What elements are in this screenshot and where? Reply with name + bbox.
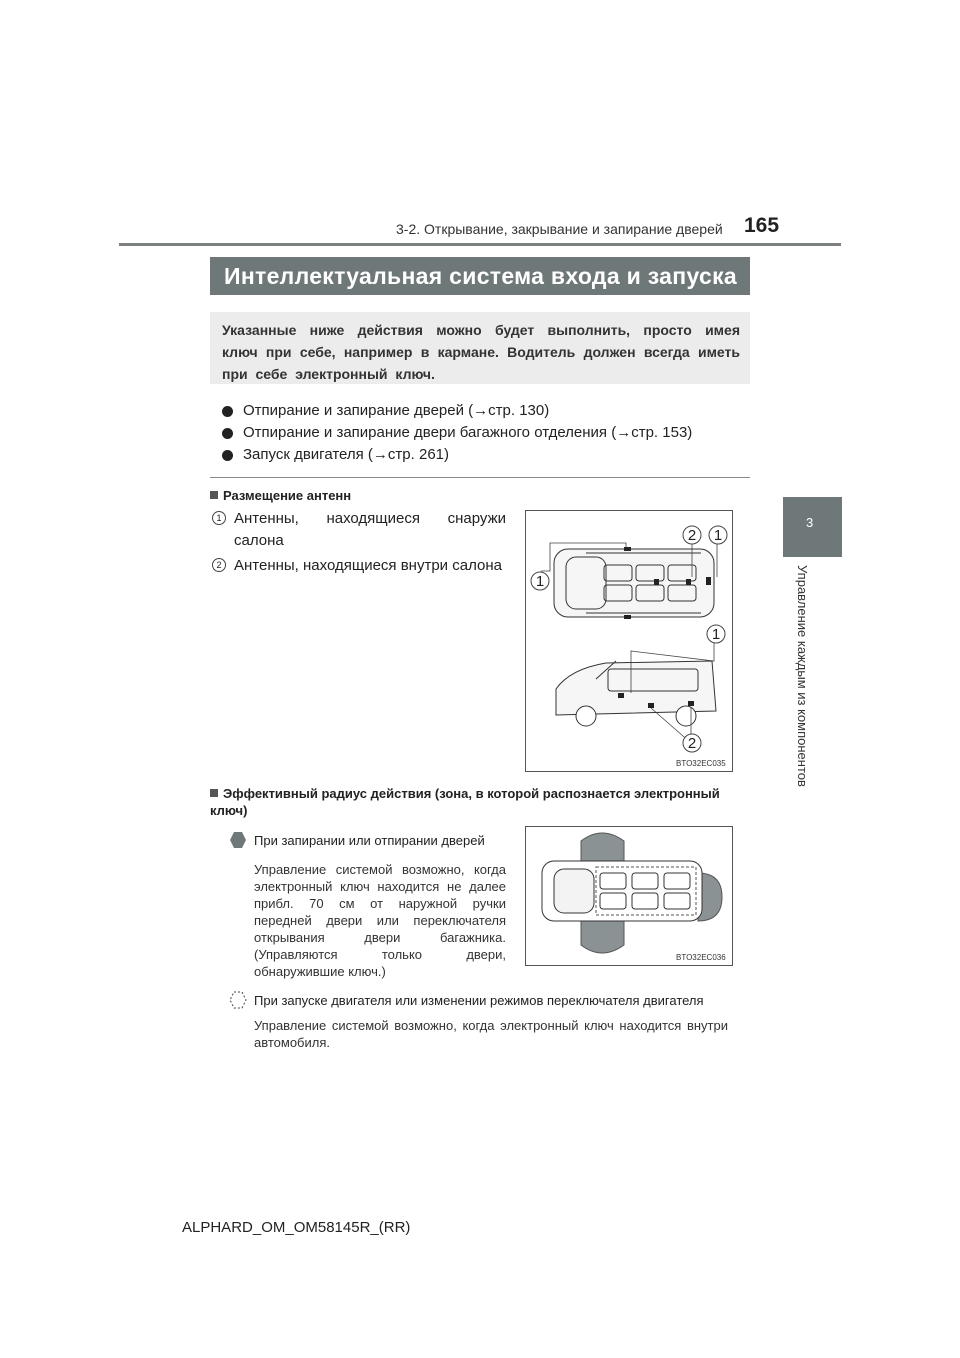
zone1-body: Управление системой возможно, когда электронный ключ находится не далее прибл. 70 см от наружной ручки передней двери или переключателя открывания двери багажника. (Управляются только двери, обнаружившие ключ.) [254, 862, 506, 979]
zone1-title: При запирании или отпирании дверей [254, 833, 485, 848]
zone-dark-hex-icon [229, 831, 247, 849]
square-bullet-icon [210, 491, 218, 499]
callout-1-left: 1 [535, 573, 545, 590]
list-item: Отпирание и запирание дверей (→стр. 130) [222, 400, 762, 422]
callout-2-top: 2 [687, 527, 697, 544]
figure-caption-2: BTO32EC036 [676, 953, 726, 962]
callout-2-bottom: 2 [687, 735, 697, 752]
section-header: 3-2. Открывание, закрывание и запирание дверей [396, 221, 723, 237]
antenna-outside-text: Антенны, находящиеся снаружи салона [234, 510, 506, 549]
page-number: 165 [744, 214, 780, 237]
divider [210, 477, 750, 478]
callout-1-side: 1 [711, 626, 721, 643]
antenna-inside-text: Антенны, находящиеся внутри салона [234, 557, 502, 574]
callout-1-top: 1 [713, 527, 723, 544]
range-heading: Эффективный радиус действия (зона, в которой распознается электронный ключ) [210, 786, 720, 818]
figure-caption: BTO32EC035 [676, 759, 726, 768]
range-diagram [526, 827, 732, 965]
callout-number-1: 1 [212, 511, 226, 525]
intro-text: Указанные ниже действия можно будет выполнить, просто имея ключ при себе, например в кармане. Водитель должен всегда иметь при себе электронный ключ. [222, 322, 740, 382]
header-rule [119, 243, 841, 246]
car-side-view [556, 661, 716, 726]
list-item: Отпирание и запирание двери багажного отделения (→стр. 153) [222, 422, 762, 444]
antenna-heading: Размещение антенн [210, 488, 351, 503]
intro-box [210, 312, 750, 384]
zone-dashed-hex-icon [229, 991, 247, 1009]
callout-number-2: 2 [212, 558, 226, 572]
feature-list [222, 400, 762, 466]
car-top-range [542, 861, 702, 921]
zone2-body: Управление системой возможно, когда электронный ключ находится внутри автомобиля. [254, 1018, 728, 1050]
chapter-label: Управление каждым из компонентов [795, 565, 810, 787]
footer-doc-id: ALPHARD_OM_OM58145R_(RR) [182, 1219, 411, 1236]
square-bullet-icon [210, 789, 218, 797]
bullet-icon [222, 428, 233, 439]
bullet-icon [222, 450, 233, 461]
bullet-icon [222, 406, 233, 417]
list-item: Запуск двигателя (→стр. 261) [222, 444, 762, 466]
range-figure [525, 826, 733, 966]
chapter-number: 3 [806, 515, 814, 530]
antenna-diagram [526, 511, 732, 771]
zone2-title: При запуске двигателя или изменении режимов переключателя двигателя [254, 993, 704, 1008]
antenna-figure [525, 510, 733, 772]
page-title: Интеллектуальная система входа и запуска [224, 263, 737, 289]
